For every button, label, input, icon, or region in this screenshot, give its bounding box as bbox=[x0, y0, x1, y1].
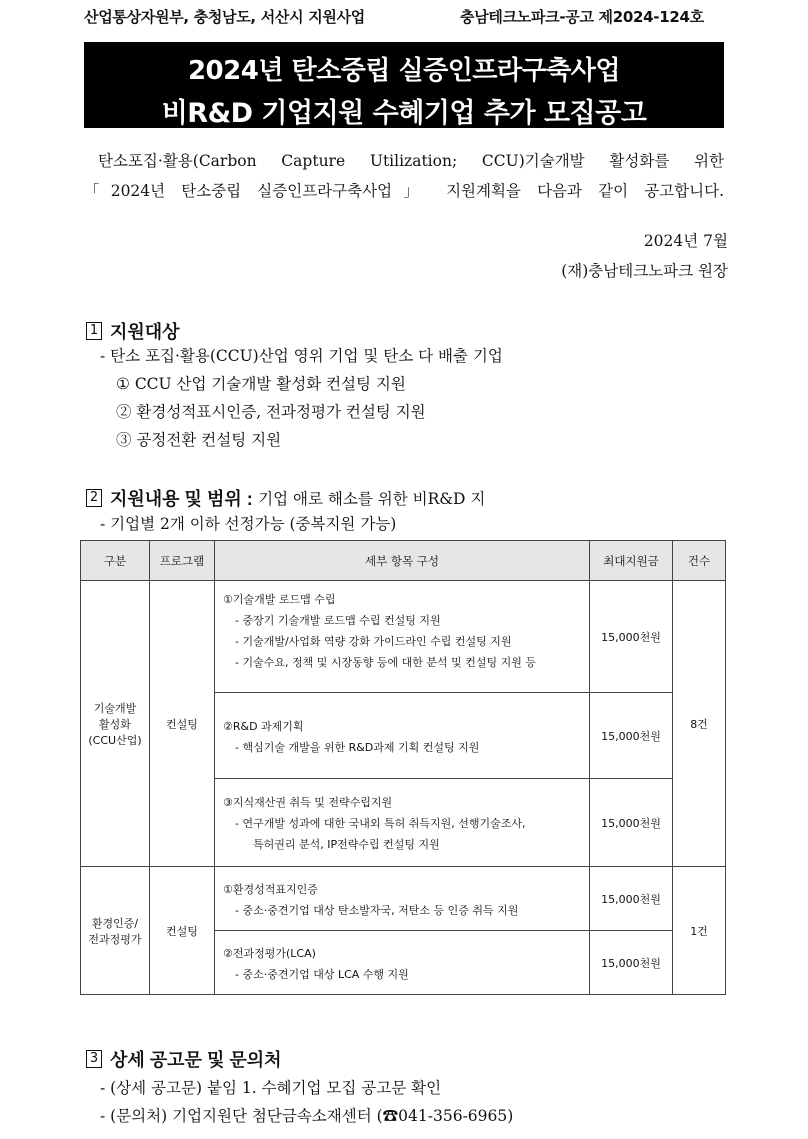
detail-title: ①환경성적표지인증 bbox=[223, 882, 318, 896]
section-1-target: - 탄소 포집·활용(CCU)산업 영위 기업 및 탄소 다 배출 기업 bbox=[100, 347, 503, 365]
notice-number: 충남테크노파크-공고 제2024-124호 bbox=[460, 8, 704, 26]
detail-line: - 중소·중견기업 대상 탄소발자국, 저탄소 등 인증 취득 지원 bbox=[235, 903, 519, 917]
detail-cell bbox=[215, 867, 590, 931]
issuer: (재)충남테크노파크 원장 bbox=[561, 262, 728, 280]
section-1-number: 1 bbox=[86, 322, 102, 340]
category-text: 기술개발 bbox=[93, 701, 137, 715]
detail-line: 특허권리 분석, IP전략수립 컨설팅 지원 bbox=[253, 838, 440, 851]
title-line-1: 2024년 탄소중립 실증인프라구축사업 bbox=[187, 56, 621, 86]
date-block bbox=[561, 226, 728, 286]
section-1-heading bbox=[86, 318, 180, 344]
sponsor-line: 산업통상자원부, 충청남도, 서산시 지원사업 bbox=[84, 8, 365, 26]
detail-cell bbox=[215, 581, 590, 693]
category-text: (CCU산업) bbox=[88, 733, 142, 747]
section-2-suffix: 기업 애로 해소를 위한 비R&D 지 bbox=[258, 490, 486, 508]
section-2-heading bbox=[86, 485, 485, 511]
detail-line: - 기술개발/사업화 역량 강화 가이드라인 수립 컨설팅 지원 bbox=[235, 635, 512, 648]
intro-paragraph bbox=[84, 146, 724, 206]
col-header-detail: 세부 항목 구성 bbox=[215, 541, 590, 581]
intro-line-2: 「2024년 탄소중립 실증인프라구축사업」 지원계획을 다음과 같이 공고합니다. bbox=[84, 182, 724, 200]
section-2-note: - 기업별 2개 이하 선정가능 (중복지원 가능) bbox=[100, 515, 397, 533]
program-cell: 컨설팅 bbox=[150, 867, 215, 995]
section-1-item-1: ① CCU 산업 기술개발 활성화 컨설팅 지원 bbox=[116, 375, 406, 393]
detail-line: - 연구개발 성과에 대한 국내외 특허 취득지원, 선행기술조사, bbox=[235, 817, 526, 830]
count-cell: 1건 bbox=[673, 867, 726, 995]
notice-date: 2024년 7월 bbox=[643, 232, 728, 250]
section-1-item-2: ② 환경성적표시인증, 전과정평가 컨설팅 지원 bbox=[116, 403, 426, 421]
section-2-title: 지원내용 및 범위 : bbox=[110, 489, 253, 509]
detail-title: ②전과정평가(LCA) bbox=[223, 946, 316, 960]
amount-cell: 15,000천원 bbox=[590, 581, 673, 693]
col-header-count: 건수 bbox=[673, 541, 726, 581]
section-3-line-2: - (문의처) 기업지원단 첨단금속소재센터 (☎041-356-6965) bbox=[100, 1107, 514, 1125]
amount-cell: 15,000천원 bbox=[590, 931, 673, 995]
section-1-item-3: ③ 공정전환 컨설팅 지원 bbox=[116, 431, 282, 449]
section-3-title: 상세 공고문 및 문의처 bbox=[110, 1050, 282, 1070]
title-line-2: 비R&D 기업지원 수혜기업 추가 모집공고 bbox=[161, 98, 647, 129]
section-3-number: 3 bbox=[86, 1050, 102, 1068]
section-3-line-1: - (상세 공고문) 붙임 1. 수혜기업 모집 공고문 확인 bbox=[100, 1079, 442, 1097]
amount-cell: 15,000천원 bbox=[590, 693, 673, 779]
detail-cell bbox=[215, 693, 590, 779]
support-table bbox=[80, 540, 726, 995]
category-text: 전과정평가 bbox=[88, 932, 142, 946]
section-3-heading bbox=[86, 1046, 282, 1072]
amount-cell: 15,000천원 bbox=[590, 867, 673, 931]
intro-line-1: 탄소포집·활용(Carbon Capture Utilization; CCU)기술개발 활성화를 위한 bbox=[98, 152, 724, 170]
detail-cell bbox=[215, 931, 590, 995]
category-text: 활성화 bbox=[99, 717, 131, 731]
table-row bbox=[81, 867, 726, 931]
detail-line: - 중장기 기술개발 로드맵 수립 컨설팅 지원 bbox=[235, 614, 441, 627]
detail-line: - 중소·중견기업 대상 LCA 수행 지원 bbox=[235, 967, 409, 981]
detail-line: - 핵심기술 개발을 위한 R&D과제 기획 컨설팅 지원 bbox=[235, 740, 480, 754]
col-header-max-amount: 최대지원금 bbox=[590, 541, 673, 581]
detail-line: - 기술수요, 정책 및 시장동향 등에 대한 분석 및 컨설팅 지원 등 bbox=[235, 656, 536, 669]
detail-cell bbox=[215, 779, 590, 867]
detail-title: ①기술개발 로드맵 수립 bbox=[223, 593, 336, 606]
count-cell: 8건 bbox=[673, 581, 726, 867]
section-1-title: 지원대상 bbox=[110, 322, 180, 342]
table-row bbox=[81, 581, 726, 693]
table-header-row bbox=[81, 541, 726, 581]
col-header-category: 구분 bbox=[81, 541, 150, 581]
detail-title: ②R&D 과제기획 bbox=[223, 719, 304, 733]
category-cell bbox=[81, 867, 150, 995]
category-cell bbox=[81, 581, 150, 867]
col-header-program: 프로그램 bbox=[150, 541, 215, 581]
amount-cell: 15,000천원 bbox=[590, 779, 673, 867]
category-text: 환경인증/ bbox=[91, 916, 139, 930]
title-banner bbox=[84, 42, 724, 128]
program-cell: 컨설팅 bbox=[150, 581, 215, 867]
section-2-number: 2 bbox=[86, 489, 102, 507]
detail-title: ③지식재산권 취득 및 전략수립지원 bbox=[223, 796, 393, 809]
